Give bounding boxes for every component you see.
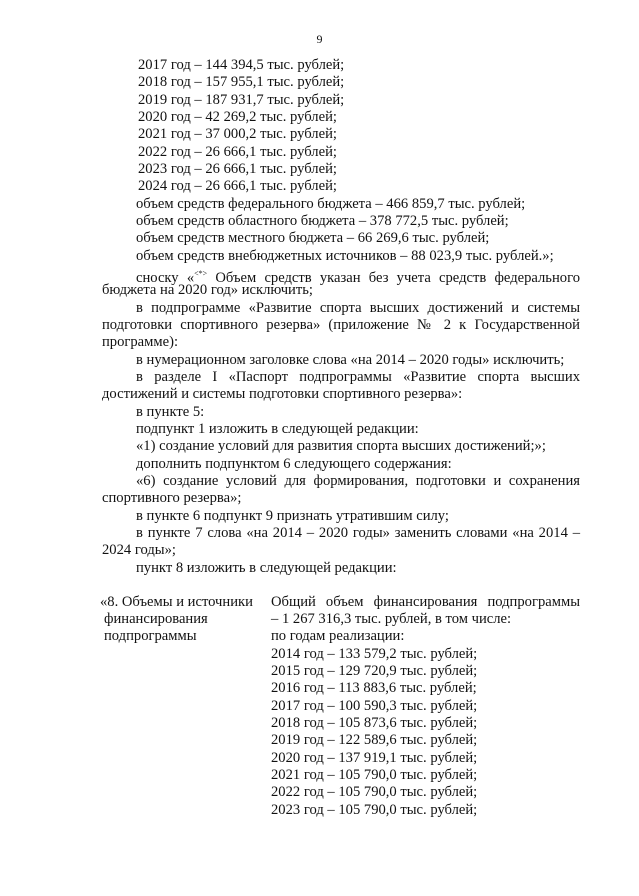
year-line: 2017 год – 144 394,5 тыс. рублей; <box>138 57 345 73</box>
year-line: 2021 год – 37 000,2 тыс. рублей; <box>138 126 337 142</box>
footnote-line-2: бюджета на 2020 год» исключить; <box>102 282 313 298</box>
budget-line: объем средств местного бюджета – 66 269,6 тыс. рублей; <box>136 230 490 246</box>
subitem-1-intro: подпункт 1 изложить в следующей редакции: <box>136 421 419 437</box>
budget-line: объем средств федерального бюджета – 466 859,7 тыс. рублей; <box>136 196 526 212</box>
table-year-line: 2019 год – 122 589,6 тыс. рублей; <box>271 732 478 748</box>
year-line: 2024 год – 26 666,1 тыс. рублей; <box>138 178 337 194</box>
budget-line: объем средств внебюджетных источников – 88 023,9 тыс. рублей.»; <box>136 248 554 264</box>
table-left-line-1: «8. Объемы и источники <box>100 594 253 610</box>
subprogram-intro-line-1: в подпрограмме «Развитие спорта высших достижений и системы <box>136 300 580 316</box>
footnote-text: Объем средств указан без учета средств федерального <box>207 270 580 286</box>
table-year-line: 2023 год – 105 790,0 тыс. рублей; <box>271 802 478 818</box>
footnote-marker: <*> <box>194 269 208 278</box>
year-line: 2018 год – 157 955,1 тыс. рублей; <box>138 74 345 90</box>
item-7-line-1: в пункте 7 слова «на 2014 – 2020 годы» заменить словами «на 2014 – <box>136 525 580 541</box>
item-6: в пункте 6 подпункт 9 признать утратившим силу; <box>136 508 449 524</box>
section-intro-line-2: достижений и системы подготовки спортивного резерва»: <box>102 386 463 402</box>
item-5: в пункте 5: <box>136 404 205 420</box>
table-left-line-3: подпрограммы <box>104 628 197 644</box>
year-line: 2020 год – 42 269,2 тыс. рублей; <box>138 109 337 125</box>
table-right-intro-3: по годам реализации: <box>271 628 405 644</box>
year-line: 2023 год – 26 666,1 тыс. рублей; <box>138 161 337 177</box>
subprogram-intro-line-2: подготовки спортивного резерва» (приложение № 2 к Государственной <box>102 317 580 333</box>
year-line: 2022 год – 26 666,1 тыс. рублей; <box>138 144 337 160</box>
table-year-line: 2022 год – 105 790,0 тыс. рублей; <box>271 784 478 800</box>
table-right-intro-2: – 1 267 316,3 тыс. рублей, в том числе: <box>271 611 512 627</box>
subitem-6-line-2: спортивного резерва»; <box>102 490 242 506</box>
table-year-line: 2017 год – 100 590,3 тыс. рублей; <box>271 698 478 714</box>
table-year-line: 2015 год – 129 720,9 тыс. рублей; <box>271 663 478 679</box>
table-year-line: 2020 год – 137 919,1 тыс. рублей; <box>271 750 478 766</box>
table-year-line: 2018 год – 105 873,6 тыс. рублей; <box>271 715 478 731</box>
section-intro-line-1: в разделе I «Паспорт подпрограммы «Развитие спорта высших <box>136 369 580 385</box>
year-line: 2019 год – 187 931,7 тыс. рублей; <box>138 92 345 108</box>
subitem-6-line-1: «6) создание условий для формирования, подготовки и сохранения <box>136 473 580 489</box>
subitem-1-text: «1) создание условий для развития спорта высших достижений;»; <box>136 438 546 454</box>
item-7-line-2: 2024 годы»; <box>102 542 176 558</box>
footnote-prefix: сноску « <box>136 270 195 286</box>
table-year-line: 2016 год – 113 883,6 тыс. рублей; <box>271 680 477 696</box>
heading-change: в нумерационном заголовке слова «на 2014 – 2020 годы» исключить; <box>136 352 565 368</box>
table-right-intro-1: Общий объем финансирования подпрограммы <box>271 594 580 610</box>
table-year-line: 2014 год – 133 579,2 тыс. рублей; <box>271 646 478 662</box>
table-year-line: 2021 год – 105 790,0 тыс. рублей; <box>271 767 478 783</box>
table-left-line-2: финансирования <box>104 611 208 627</box>
item-8: пункт 8 изложить в следующей редакции: <box>136 560 397 576</box>
subprogram-intro-line-3: программе): <box>102 334 179 350</box>
page-number: 9 <box>316 32 323 46</box>
budget-line: объем средств областного бюджета – 378 772,5 тыс. рублей; <box>136 213 509 229</box>
subitem-6-intro: дополнить подпунктом 6 следующего содержания: <box>136 456 452 472</box>
